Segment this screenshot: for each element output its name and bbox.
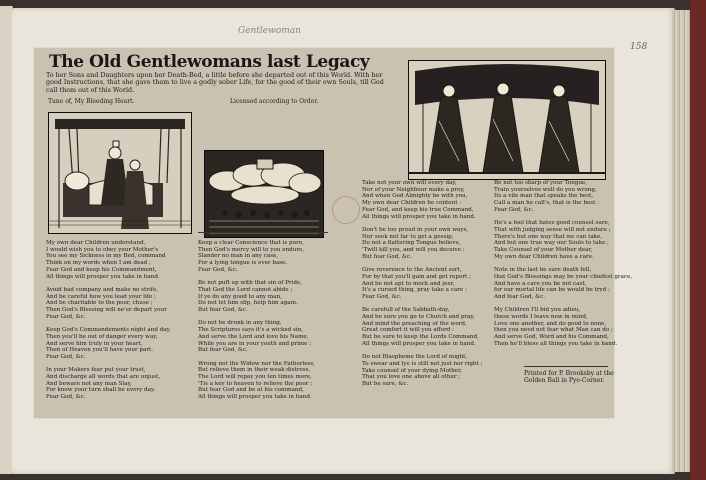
verse-line: And when God Almighty be with you, [362,193,468,200]
verse-line: If ye do any good to any man, [198,293,282,300]
verse-line: Call a man he call's, that is the best : [494,200,600,207]
verse-line: Note in the last be sure death fell, [494,267,592,274]
verse-line: For know your turn shall be every day. [46,387,156,394]
verse-line: For a lying tongue is ever base. [198,260,288,267]
imprint-rule [524,366,608,367]
verse-line: There's but one way that we can take, [494,233,603,240]
verse-line: All things will prosper you take in hand. [46,273,160,280]
verse-line: My Children I'll bid you adieu, [494,307,581,314]
printer-imprint: Printed for P. Brooksby at the Golden Ball in Pye-Corner. [524,370,614,384]
verse-line [46,320,171,327]
woodcut-heaven-clouds [204,150,324,238]
verse-line: The Scriptures says it's a wicked sin, [198,327,304,334]
verse-line: then you need not fear what Man can do ; [494,327,613,334]
verse-line: Then he'll bless all things you take in hand. [494,340,618,347]
verse-line: That with judging sense will not endure ; [494,226,611,233]
verse-line: Keep God's Commandements night and day, [46,327,171,334]
verse-line: Nor of your Neighbour make a prey, [362,186,465,193]
verse-line: But fear God, &c. [198,347,248,354]
verse-line [494,214,632,221]
verse-line: But fear God, &c. [198,307,248,314]
verse-line: Be carefull of the Sabbath-day, [362,307,450,314]
verse-line: Then God's mercy will to you endure, [198,246,305,253]
verse-line: He's a fool that hates good counsel sure, [494,220,610,227]
verse-line: Nor seek not far to get a gossip, [362,233,454,240]
verse-line: And be not apt to mock and jeer, [362,280,455,287]
licensed-line: Licensed according to Order. [230,98,319,105]
verse-line: And be careful how you lead your life ; [46,293,156,300]
verse-line: For by that you'll gain and get report ; [362,273,471,280]
section-rule [198,232,328,233]
tune-line: Tune of, My Bleeding Heart. [48,98,135,105]
folio-number: 158 [630,42,648,52]
verse-line: that God's Blessings may be your chiefest grace, [494,273,633,280]
verse-line: My own dear Children have a care. [494,253,594,260]
verse-line: Take not your own will every day, [362,180,457,186]
verse-line: Fear God, &c. [46,313,86,320]
verse-line: And mind the preaching of the word, [362,320,467,327]
verse-line: Avoid bad company and make no strife, [46,286,158,293]
verse-line: Do not let him slip, help him again. [198,300,298,307]
verse-line: Then you'll be out of danger every way, [46,333,158,340]
verse-line: I would wish you to obey your Mother's [46,246,159,253]
verse-line: And discharge all words that are unjust, [46,374,161,381]
verse-line: Fear God, and keep his true Command, [362,206,474,213]
verse-line: And serve him truly in your heart, [46,340,143,347]
verse-line: Be not too sharp of your Tongue, [494,180,588,186]
verse-line: Slander no man in any case, [198,253,279,260]
verse-line: While you are in your youth and prime : [198,340,312,347]
verse-line: But be sure to keep the Lords Command, [362,334,479,341]
verse-line: Fear God, &c. [362,293,402,300]
woodcut-deathbed [48,112,192,234]
verse-line: And be charitable to the poor, chuse ; [46,300,153,307]
verse-line: That you love one above all other ; [362,374,461,381]
verse-line: Do not be drunk in any thing, [198,320,282,327]
verse-line: But be sure, &c. [362,381,409,388]
verse-line: My own dear Children understand, [46,240,146,246]
verse-line [198,274,315,281]
verse-line [362,260,482,267]
verse-line: Give reverence to the Ancient sort, [362,267,462,274]
verse-line: And be sure you go to Church and pray, [362,314,475,321]
verse-line: And serve the Lord and love his Name, [198,333,309,340]
verse-line: But fear God and be at his command, [198,387,304,394]
verse-line [494,260,632,267]
verse-line: All things will prosper you take in hand. [362,213,476,220]
verse-line [46,361,171,368]
verse-line: But fear God, &c. [362,253,412,260]
verse-line: It's a cursed thing, pray take a care : [362,287,467,294]
verse-line: Its a vile man that speaks the best, [494,193,594,200]
verse-line [198,354,315,361]
verse-line: To swear and lye is still not just nor right ; [362,360,483,367]
verse-line: Do not a flattering Tongue believe, [362,240,461,247]
verse-line: That God the Lord cannot abide ; [198,286,293,293]
woodcut-three-women [408,60,606,180]
verse-line: Fear God, &c. [494,206,534,213]
verse-line: Then of Heaven you'll have your part. [46,347,154,354]
verse-line: All things will prosper you take in hand. [362,340,476,347]
verse-line: Fear God, &c. [46,353,86,360]
verse-line [362,348,482,355]
verse-line: Great comfort it will you afford : [362,327,455,334]
verse-line [46,280,171,287]
verse-line: Wrong not the Widow nor the Fatherless, [198,360,316,367]
verse-line: But relieve them in their weak distress, [198,367,311,374]
verse-line: And serve God, Word and his Command, [494,334,609,341]
pencil-margin-note: Gentlewoman [238,26,301,36]
verse-line: Fear God, &c. [198,266,238,273]
page-block-edge [672,10,692,472]
verse-line [362,220,482,227]
verse-line: In your Makers fear put your trust, [46,367,146,374]
verse-line: Be not puft up with that sin of Pride, [198,280,303,287]
verse-line: Don't be too proud in your own ways, [362,226,469,233]
verse-line: these words I leave now in mind, [494,314,588,321]
verse-line: Fear God and keep his Commandment, [46,266,157,273]
verse-column-2 [198,240,315,401]
verse-line: And beware not any man Slay, [46,380,132,387]
verse-line: Keep a clear Conscience that is pure, [198,240,304,246]
verse-line: Love one another, and do good to none, [494,320,607,327]
verse-line: You see my Sickness in my Bed, command [46,253,166,260]
verse-line: Do not Blaspheme the Lord of might, [362,354,468,361]
verse-line: Train yourselves well do you wrong, [494,186,597,193]
verse-line: And but one true way our Souls to take ; [494,240,609,247]
verse-line: And fear God, &c. [494,293,546,300]
verse-line: Think on my words when I am dead ; [46,260,151,267]
verse-line [198,314,315,321]
verse-column-4 [494,180,632,348]
verse-column-1 [46,240,171,401]
library-stamp [332,196,360,224]
verse-line: My own dear Children be content : [362,200,462,207]
red-cover-edge [690,0,706,480]
broadside-title: The Old Gentlewomans last Legacy [49,52,370,72]
broadside-sheet [34,48,633,418]
verse-line: And have a care you be not cast, [494,280,587,287]
verse-line [494,301,632,308]
verse-line: 'Tis a key to heaven to relieve the poor ; [198,380,313,387]
verse-line: The Lord will repay you ten times more, [198,374,312,381]
verse-line: All things will prosper you take in hand. [198,394,312,401]
broadside-subtitle: To her Sons and Daughters upon her Death-Bed, a little before she departed out of this World. With her good Instructions, that she gave them to live a godly sober Life, for the good of their own Souls, till God call them out of this World. [46,71,384,94]
verse-line: for our mortal life can be would be tryd ; [494,287,610,294]
verse-line: Take counsel of your dying Mother, [362,367,462,374]
verse-line [362,301,482,308]
verse-line: Fear God, &c. [46,394,86,401]
verse-line: Then God's Blessing will ne'er depart your [46,307,167,314]
verse-line: 'Twill kill you, and will you deceive : [362,247,465,254]
verse-column-3 [362,180,482,388]
verse-line: Take Counsel of your Mother dear, [494,247,593,254]
